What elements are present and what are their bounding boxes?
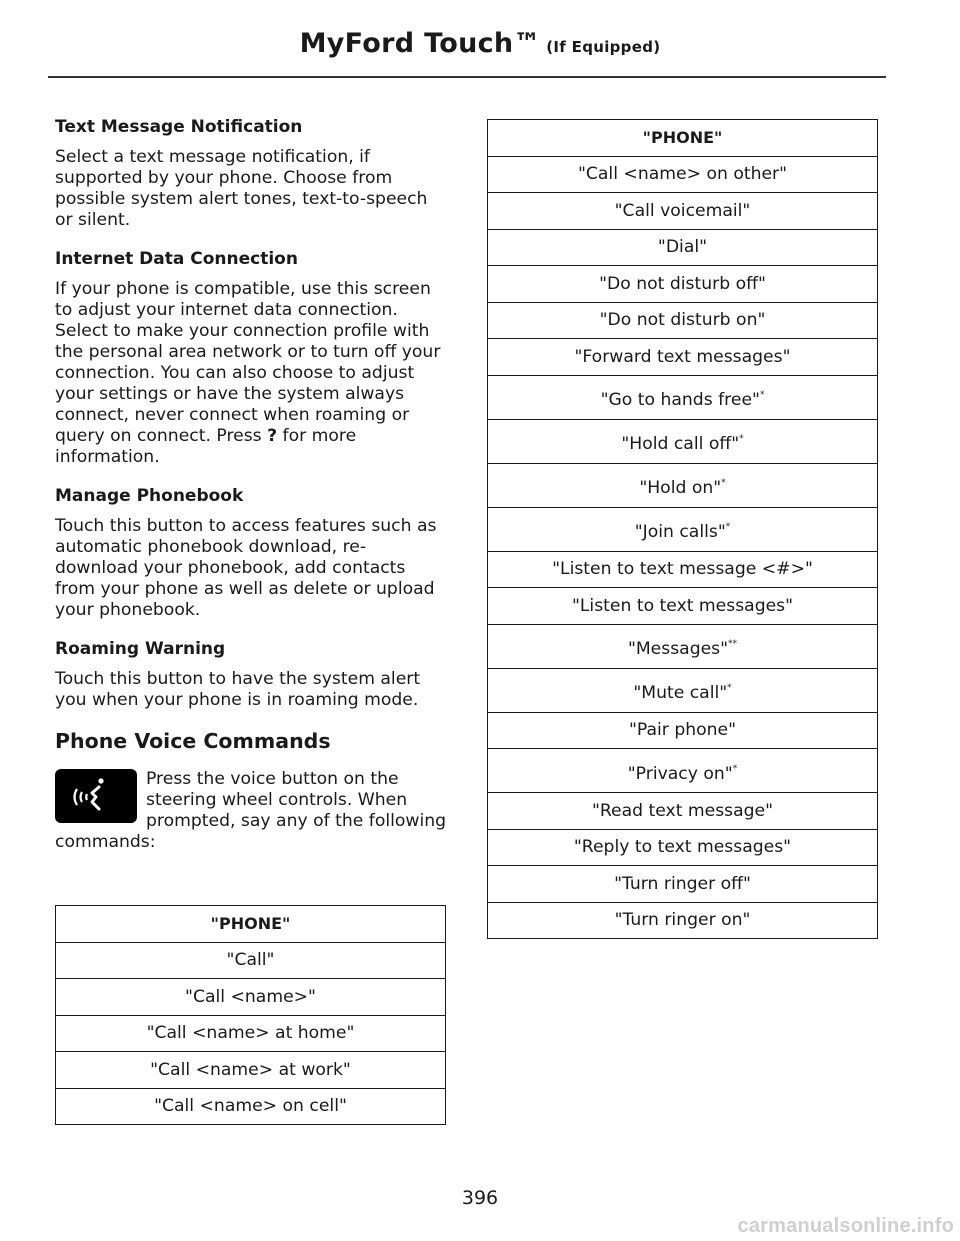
voice-instructions <box>55 769 448 853</box>
command-text: "Do not disturb on" <box>599 310 766 331</box>
command-text: "Forward text messages" <box>574 346 791 367</box>
table-row: "Call <name>" <box>56 979 446 1016</box>
heading-text-message-notification: Text Message Notification <box>55 117 303 137</box>
table-row: "Call <name> on cell" <box>56 1088 446 1125</box>
command-text: "Privacy on" <box>627 763 733 784</box>
table-row <box>488 193 878 230</box>
table-row <box>488 749 878 793</box>
command-text: "Join calls" <box>634 522 726 542</box>
command-text: "Call voicemail" <box>614 200 751 221</box>
table-row <box>488 793 878 830</box>
table-row <box>488 339 878 376</box>
command-text: "Do not disturb off" <box>599 273 766 294</box>
header-divider <box>48 76 886 78</box>
heading-manage-phonebook: Manage Phonebook <box>55 486 244 506</box>
table-row <box>488 229 878 266</box>
body-part-b: for more information. <box>55 426 357 467</box>
table-row <box>488 551 878 588</box>
heading-internet-data-connection: Internet Data Connection <box>55 249 298 269</box>
table-row <box>488 507 878 551</box>
command-text: "Read text message" <box>591 800 774 821</box>
left-column <box>55 116 448 853</box>
table-header: "PHONE" <box>56 906 446 943</box>
command-text: "Turn ringer on" <box>614 910 751 931</box>
phone-commands-table-left <box>55 905 446 1125</box>
table-row <box>488 902 878 939</box>
body-internet-data-connection <box>55 279 448 468</box>
table-row <box>488 866 878 903</box>
table-row: "Call <name> at home" <box>56 1015 446 1052</box>
table-row <box>488 624 878 668</box>
footnote-mark: * <box>759 390 765 400</box>
help-symbol: ? <box>267 426 278 446</box>
footnote-mark: ** <box>728 639 738 649</box>
table-row <box>488 668 878 712</box>
table-row <box>488 302 878 339</box>
section-title-phone-voice-commands: Phone Voice Commands <box>55 729 331 753</box>
page-header <box>0 28 960 59</box>
voice-instructions-text: Press the voice button on the steering wheel controls. When prompted, say any of the following commands: <box>55 769 447 852</box>
body-roaming-warning: Touch this button to have the system alert you when your phone is in roaming mode. <box>55 669 421 710</box>
footnote-mark: * <box>721 478 726 488</box>
table-row <box>488 419 878 463</box>
footnote-mark: * <box>727 683 732 693</box>
command-text: "Reply to text messages" <box>573 837 792 858</box>
table-row <box>488 156 878 193</box>
command-text: "Messages" <box>627 639 729 659</box>
table-row <box>488 712 878 749</box>
table-row <box>488 266 878 303</box>
watermark: carmanualsonline.info <box>737 1215 954 1237</box>
table-row: "Call" <box>56 942 446 979</box>
command-text: "Listen to text messages" <box>571 595 794 616</box>
table-header: "PHONE" <box>488 120 878 157</box>
page-number: 396 <box>461 1187 499 1209</box>
body-text-message-notification: Select a text message notification, if supported by your phone. Choose from possible system alert tones, text-to-speech or silent. <box>55 147 428 230</box>
command-text: "Hold call off" <box>621 434 740 454</box>
heading-roaming-warning: Roaming Warning <box>55 639 226 659</box>
command-text: "Turn ringer off" <box>614 873 751 894</box>
command-text: "Pair phone" <box>628 720 737 741</box>
body-part-a: If your phone is compatible, use this screen to adjust your internet data connection. Select to make your connection profile with the personal area network or to turn off your connection. You can also choose to adjust your settings or have the system always connect, never connect when roaming or query on connect. Press <box>55 279 441 446</box>
header-title: MyFord Touch™ <box>299 28 541 59</box>
command-text: "Dial" <box>657 237 708 258</box>
voice-command-icon <box>55 769 137 823</box>
header-subtitle: (If Equipped) <box>540 38 661 56</box>
command-text: "Listen to text message <#>" <box>552 559 813 580</box>
phone-commands-table-right <box>487 119 878 939</box>
command-text: "Mute call" <box>633 683 728 703</box>
table-row <box>488 463 878 507</box>
body-manage-phonebook: Touch this button to access features such as automatic phonebook download, re-download your phonebook, add contacts from your phone as well as delete or upload your phonebook. <box>55 516 437 620</box>
footnote-mark: * <box>725 522 731 532</box>
table-row <box>488 829 878 866</box>
command-text: "Call <name> on other" <box>577 164 788 185</box>
footnote-mark: * <box>732 763 738 774</box>
footnote-mark: * <box>739 434 744 444</box>
command-text: "Go to hands free" <box>600 390 760 410</box>
table-row <box>488 588 878 625</box>
table-row: "Call <name> at work" <box>56 1052 446 1089</box>
table-row <box>488 375 878 419</box>
command-text: "Hold on" <box>639 478 722 498</box>
